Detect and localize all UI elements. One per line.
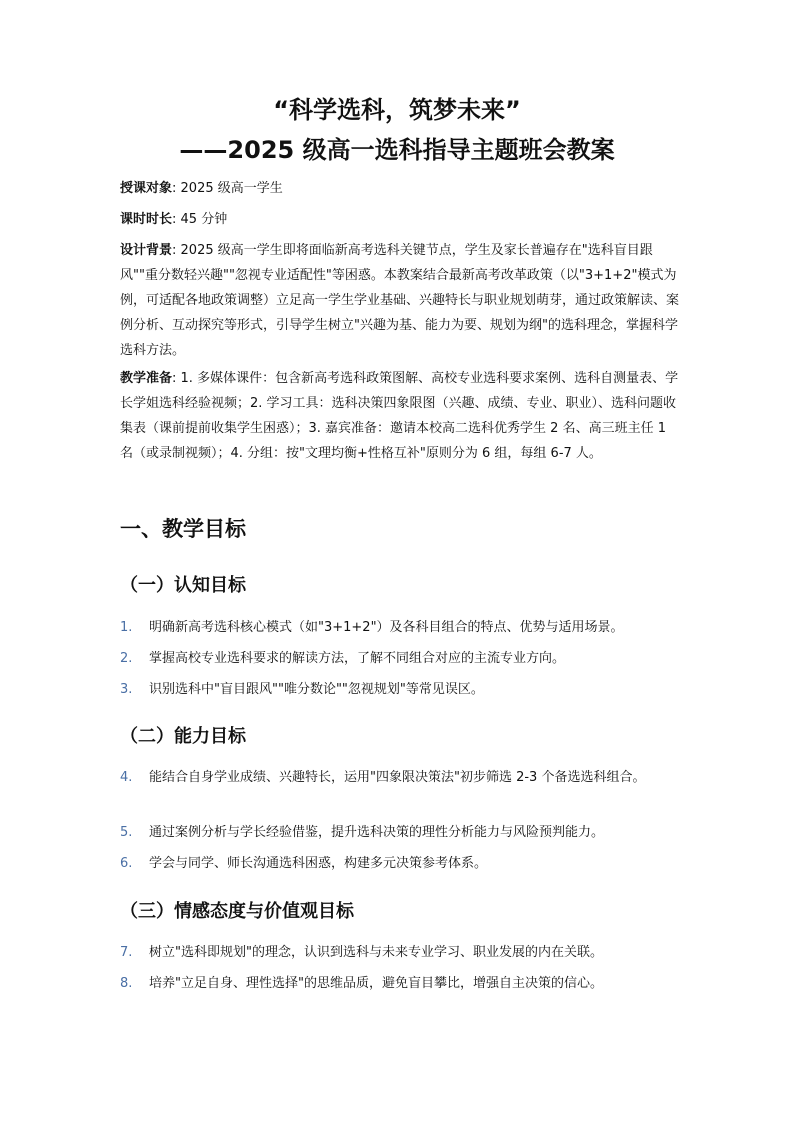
meta-preparation: 教学准备: 1. 多媒体课件：包含新高考选科政策图解、高校专业选科要求案例、选科自测量表、学长学姐选科经验视频；2. 学习工具：选科决策四象限图（兴趣、成绩、专业、职业）、选科问题收集表（课前提前收集学生困惑）；3. 嘉宾准备：邀请本校高二选科优秀学生 2 名、高三班主任 1 名（或录制视频）；4. 分组：按"文理均衡+性格互补"原则分为 6 组，每组 6-7 人。: [120, 371, 679, 461]
meta-prep-label: 教学准备: [120, 371, 173, 386]
meta-duration: 课时时长: 45 分钟: [120, 212, 228, 227]
list-item: 5. 通过案例分析与学长经验借鉴，提升选科决策的理性分析能力与风险预判能力。: [120, 825, 605, 840]
document-subtitle: ——2025 级高一选科指导主题班会教案: [179, 136, 615, 164]
list-item: 2. 掌握高校专业选科要求的解读方法，了解不同组合对应的主流专业方向。: [120, 651, 566, 666]
subsection-heading-ability: （二）能力目标: [120, 726, 246, 747]
list-item: 8. 培养"立足自身、理性选择"的思维品质，避免盲目攀比，增强自主决策的信心。: [120, 976, 603, 991]
list-item: 1. 明确新高考选科核心模式（如"3+1+2"）及各科目组合的特点、优势与适用场景。: [120, 620, 624, 635]
meta-background-label: 设计背景: [120, 243, 173, 258]
list-item: 7. 树立"选科即规划"的理念，认识到选科与未来专业学习、职业发展的内在关联。: [120, 945, 603, 960]
meta-prep-value: 1. 多媒体课件：包含新高考选科政策图解、高校专业选科要求案例、选科自测量表、学长学姐选科经验视频；2. 学习工具：选科决策四象限图（兴趣、成绩、专业、职业）、选科问题收集表（课前提前收集学生困惑）；3. 嘉宾准备：邀请本校高二选科优秀学生 2 名、高三班主任 1 名（或录制视频）；4. 分组：按"文理均衡+性格互补"原则分为 6 组，每组 6-7 人。: [120, 371, 679, 461]
document-title: “科学选科，筑梦未来”: [273, 96, 521, 124]
list-item: 4. 能结合自身学业成绩、兴趣特长，运用"四象限决策法"初步筛选 2-3 个备选选科组合。: [120, 770, 646, 785]
meta-background-value: 2025 级高一学生即将面临新高考选科关键节点，学生及家长普遍存在"选科盲目跟风""重分数轻兴趣""忽视专业适配性"等困惑。本教案结合最新高考改革政策（以"3+1+2"模式为例，可适配各地政策调整）立足高一学生学业基础、兴趣特长与职业规划萌芽，通过政策解读、案例分析、互动探究等形式，引导学生树立"兴趣为基、能力为要、规划为纲"的选科理念，掌握科学选科方法。: [120, 243, 680, 358]
list-item: 3. 识别选科中"盲目跟风""唯分数论""忽视规划"等常见误区。: [120, 682, 484, 697]
meta-duration-label: 课时时长: [120, 212, 173, 227]
section-heading-objectives: 一、教学目标: [120, 517, 246, 541]
list-item: 6. 学会与同学、师长沟通选科困惑，构建多元决策参考体系。: [120, 856, 488, 871]
subsection-heading-values: （三）情感态度与价值观目标: [120, 901, 354, 922]
meta-duration-value: 45 分钟: [180, 212, 228, 227]
meta-audience: 授课对象: 2025 级高一学生: [120, 181, 283, 196]
meta-audience-label: 授课对象: [120, 181, 173, 196]
meta-audience-value: 2025 级高一学生: [180, 181, 283, 196]
meta-background: 设计背景: 2025 级高一学生即将面临新高考选科关键节点，学生及家长普遍存在"选科盲目跟风""重分数轻兴趣""忽视专业适配性"等困惑。本教案结合最新高考改革政策（以"3+1+2"模式为例，可适配各地政策调整）立足高一学生学业基础、兴趣特长与职业规划萌芽，通过政策解读、案例分析、互动探究等形式，引导学生树立"兴趣为基、能力为要、规划为纲"的选科理念，掌握科学选科方法。: [120, 243, 680, 358]
subsection-heading-cognitive: （一）认知目标: [120, 575, 246, 596]
